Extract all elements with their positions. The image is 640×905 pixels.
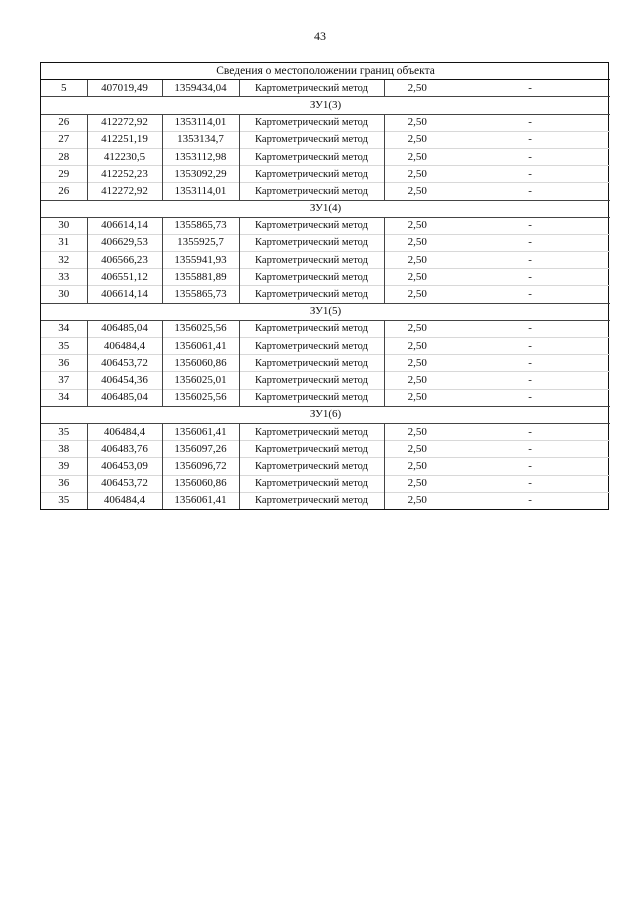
method-cell: Картометрический метод xyxy=(239,320,384,337)
note-cell: - xyxy=(450,252,610,269)
y-coordinate-cell: 1355925,7 xyxy=(162,234,239,251)
precision-cell: 2,50 xyxy=(384,338,450,355)
table-row xyxy=(41,166,610,183)
y-coordinate-cell: 1353114,01 xyxy=(162,114,239,131)
note-cell: - xyxy=(450,355,610,372)
y-coordinate-cell: 1355881,89 xyxy=(162,269,239,286)
x-coordinate-cell: 406483,76 xyxy=(87,441,162,458)
precision-cell: 2,50 xyxy=(384,492,450,509)
point-number-cell: 35 xyxy=(41,492,87,509)
point-number-cell: 28 xyxy=(41,148,87,165)
point-number-cell: 26 xyxy=(41,114,87,131)
x-coordinate-cell: 406485,04 xyxy=(87,320,162,337)
precision-cell: 2,50 xyxy=(384,372,450,389)
table-row xyxy=(41,458,610,475)
point-number-cell: 36 xyxy=(41,355,87,372)
section-title: ЗУ1(6) xyxy=(41,406,610,423)
x-coordinate-cell: 406484,4 xyxy=(87,423,162,440)
section-title-row xyxy=(41,303,610,320)
method-cell: Картометрический метод xyxy=(239,286,384,303)
method-cell: Картометрический метод xyxy=(239,183,384,200)
boundary-coordinates-table xyxy=(40,62,609,510)
method-cell: Картометрический метод xyxy=(239,217,384,234)
point-number-cell: 38 xyxy=(41,441,87,458)
x-coordinate-cell: 406453,72 xyxy=(87,355,162,372)
point-number-cell: 37 xyxy=(41,372,87,389)
precision-cell: 2,50 xyxy=(384,234,450,251)
y-coordinate-cell: 1356025,01 xyxy=(162,372,239,389)
method-cell: Картометрический метод xyxy=(239,441,384,458)
table-row xyxy=(41,183,610,200)
section-title-row xyxy=(41,406,610,423)
y-coordinate-cell: 1356061,41 xyxy=(162,423,239,440)
point-number-cell: 34 xyxy=(41,320,87,337)
table-row xyxy=(41,372,610,389)
note-cell: - xyxy=(450,80,610,97)
method-cell: Картометрический метод xyxy=(239,355,384,372)
point-number-cell: 5 xyxy=(41,80,87,97)
method-cell: Картометрический метод xyxy=(239,131,384,148)
y-coordinate-cell: 1353114,01 xyxy=(162,183,239,200)
note-cell: - xyxy=(450,492,610,509)
y-coordinate-cell: 1353092,29 xyxy=(162,166,239,183)
x-coordinate-cell: 407019,49 xyxy=(87,80,162,97)
x-coordinate-cell: 406454,36 xyxy=(87,372,162,389)
point-number-cell: 32 xyxy=(41,252,87,269)
note-cell: - xyxy=(450,475,610,492)
note-cell: - xyxy=(450,423,610,440)
table-row xyxy=(41,423,610,440)
note-cell: - xyxy=(450,372,610,389)
x-coordinate-cell: 412251,19 xyxy=(87,131,162,148)
note-cell: - xyxy=(450,441,610,458)
y-coordinate-cell: 1356025,56 xyxy=(162,389,239,406)
precision-cell: 2,50 xyxy=(384,269,450,286)
table-header-row xyxy=(41,63,610,80)
x-coordinate-cell: 406614,14 xyxy=(87,286,162,303)
y-coordinate-cell: 1356025,56 xyxy=(162,320,239,337)
point-number-cell: 29 xyxy=(41,166,87,183)
y-coordinate-cell: 1356061,41 xyxy=(162,338,239,355)
page-number: 43 xyxy=(314,29,326,43)
point-number-cell: 26 xyxy=(41,183,87,200)
note-cell: - xyxy=(450,389,610,406)
point-number-cell: 36 xyxy=(41,475,87,492)
table-row xyxy=(41,217,610,234)
y-coordinate-cell: 1355941,93 xyxy=(162,252,239,269)
point-number-cell: 34 xyxy=(41,389,87,406)
note-cell: - xyxy=(450,183,610,200)
x-coordinate-cell: 406485,04 xyxy=(87,389,162,406)
y-coordinate-cell: 1356061,41 xyxy=(162,492,239,509)
point-number-cell: 31 xyxy=(41,234,87,251)
x-coordinate-cell: 412272,92 xyxy=(87,114,162,131)
table-row xyxy=(41,320,610,337)
note-cell: - xyxy=(450,131,610,148)
precision-cell: 2,50 xyxy=(384,131,450,148)
section-title: ЗУ1(3) xyxy=(41,97,610,114)
point-number-cell: 35 xyxy=(41,338,87,355)
x-coordinate-cell: 406629,53 xyxy=(87,234,162,251)
y-coordinate-cell: 1353134,7 xyxy=(162,131,239,148)
x-coordinate-cell: 406453,09 xyxy=(87,458,162,475)
y-coordinate-cell: 1356060,86 xyxy=(162,355,239,372)
precision-cell: 2,50 xyxy=(384,252,450,269)
method-cell: Картометрический метод xyxy=(239,114,384,131)
note-cell: - xyxy=(450,234,610,251)
precision-cell: 2,50 xyxy=(384,183,450,200)
x-coordinate-cell: 412252,23 xyxy=(87,166,162,183)
x-coordinate-cell: 406614,14 xyxy=(87,217,162,234)
method-cell: Картометрический метод xyxy=(239,166,384,183)
precision-cell: 2,50 xyxy=(384,475,450,492)
precision-cell: 2,50 xyxy=(384,80,450,97)
x-coordinate-cell: 406453,72 xyxy=(87,475,162,492)
table-row xyxy=(41,355,610,372)
method-cell: Картометрический метод xyxy=(239,234,384,251)
table-row xyxy=(41,148,610,165)
precision-cell: 2,50 xyxy=(384,355,450,372)
method-cell: Картометрический метод xyxy=(239,148,384,165)
precision-cell: 2,50 xyxy=(384,423,450,440)
table-row xyxy=(41,131,610,148)
point-number-cell: 39 xyxy=(41,458,87,475)
method-cell: Картометрический метод xyxy=(239,269,384,286)
note-cell: - xyxy=(450,458,610,475)
table-row xyxy=(41,252,610,269)
note-cell: - xyxy=(450,338,610,355)
method-cell: Картометрический метод xyxy=(239,389,384,406)
table-row xyxy=(41,286,610,303)
point-number-cell: 33 xyxy=(41,269,87,286)
table-row xyxy=(41,338,610,355)
y-coordinate-cell: 1356060,86 xyxy=(162,475,239,492)
note-cell: - xyxy=(450,217,610,234)
note-cell: - xyxy=(450,286,610,303)
method-cell: Картометрический метод xyxy=(239,475,384,492)
y-coordinate-cell: 1355865,73 xyxy=(162,286,239,303)
y-coordinate-cell: 1355865,73 xyxy=(162,217,239,234)
method-cell: Картометрический метод xyxy=(239,458,384,475)
precision-cell: 2,50 xyxy=(384,458,450,475)
table-row xyxy=(41,269,610,286)
coordinates-table xyxy=(41,63,610,509)
method-cell: Картометрический метод xyxy=(239,338,384,355)
table-row xyxy=(41,389,610,406)
x-coordinate-cell: 406551,12 xyxy=(87,269,162,286)
section-title-row xyxy=(41,200,610,217)
precision-cell: 2,50 xyxy=(384,389,450,406)
table-body xyxy=(41,63,610,509)
table-row xyxy=(41,114,610,131)
table-row xyxy=(41,475,610,492)
method-cell: Картометрический метод xyxy=(239,80,384,97)
precision-cell: 2,50 xyxy=(384,286,450,303)
section-title-row xyxy=(41,97,610,114)
y-coordinate-cell: 1356096,72 xyxy=(162,458,239,475)
note-cell: - xyxy=(450,114,610,131)
note-cell: - xyxy=(450,148,610,165)
y-coordinate-cell: 1359434,04 xyxy=(162,80,239,97)
precision-cell: 2,50 xyxy=(384,217,450,234)
note-cell: - xyxy=(450,166,610,183)
method-cell: Картометрический метод xyxy=(239,372,384,389)
precision-cell: 2,50 xyxy=(384,441,450,458)
method-cell: Картометрический метод xyxy=(239,423,384,440)
precision-cell: 2,50 xyxy=(384,320,450,337)
x-coordinate-cell: 406566,23 xyxy=(87,252,162,269)
point-number-cell: 30 xyxy=(41,286,87,303)
method-cell: Картометрический метод xyxy=(239,252,384,269)
section-title: ЗУ1(4) xyxy=(41,200,610,217)
point-number-cell: 35 xyxy=(41,423,87,440)
table-header: Сведения о местоположении границ объекта xyxy=(216,64,435,77)
note-cell: - xyxy=(450,320,610,337)
y-coordinate-cell: 1356097,26 xyxy=(162,441,239,458)
table-row xyxy=(41,492,610,509)
x-coordinate-cell: 412230,5 xyxy=(87,148,162,165)
point-number-cell: 30 xyxy=(41,217,87,234)
precision-cell: 2,50 xyxy=(384,148,450,165)
method-cell: Картометрический метод xyxy=(239,492,384,509)
table-row xyxy=(41,234,610,251)
precision-cell: 2,50 xyxy=(384,166,450,183)
note-cell: - xyxy=(450,269,610,286)
y-coordinate-cell: 1353112,98 xyxy=(162,148,239,165)
point-number-cell: 27 xyxy=(41,131,87,148)
x-coordinate-cell: 406484,4 xyxy=(87,492,162,509)
precision-cell: 2,50 xyxy=(384,114,450,131)
section-title: ЗУ1(5) xyxy=(41,303,610,320)
table-row xyxy=(41,441,610,458)
x-coordinate-cell: 406484,4 xyxy=(87,338,162,355)
table-row xyxy=(41,80,610,97)
x-coordinate-cell: 412272,92 xyxy=(87,183,162,200)
